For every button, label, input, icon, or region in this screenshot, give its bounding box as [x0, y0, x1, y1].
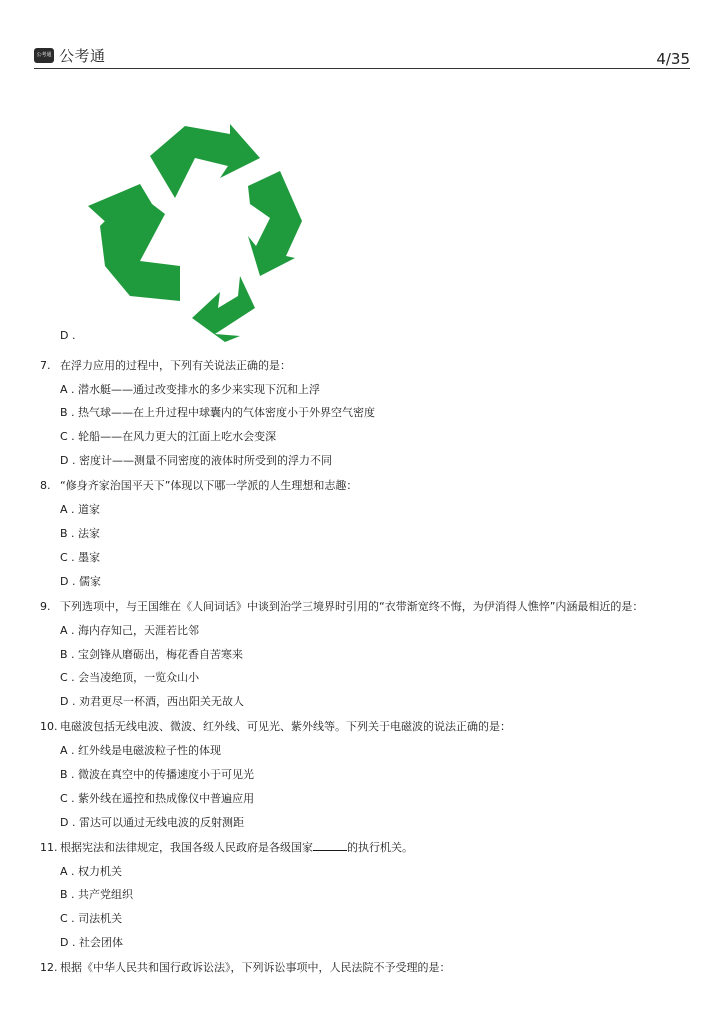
option-a: A . 潜水艇——通过改变排水的多少来实现下沉和上浮	[60, 383, 321, 396]
question-text	[60, 840, 413, 856]
question-text-after: 的执行机关。	[347, 841, 413, 854]
option-c: C . 轮船——在风力更大的江面上吃水会变深	[60, 430, 277, 443]
option-d: D . 社会团体	[60, 936, 123, 949]
option-b: B . 宝剑锋从磨砺出，梅花香自苦寒来	[60, 648, 244, 661]
question-text: 根据《中华人民共和国行政诉讼法》，下列诉讼事项中，人民法院不予受理的是：	[60, 961, 451, 974]
question-text-before: 根据宪法和法律规定，我国各级人民政府是各级国家	[60, 841, 313, 854]
recycle-arrow-right	[248, 171, 302, 276]
option-c: C . 司法机关	[60, 912, 123, 925]
question-number: 7.	[40, 359, 51, 372]
option-a: A . 道家	[60, 503, 101, 516]
logo	[34, 45, 106, 66]
question-text: 电磁波包括无线电波、微波、红外线、可见光、紫外线等。下列关于电磁波的说法正确的是：	[60, 720, 511, 733]
option-d: D . 雷达可以通过无线电波的反射测距	[60, 816, 244, 829]
fill-blank	[313, 840, 347, 851]
option-a: A . 权力机关	[60, 865, 123, 878]
option-b: B . 热气球——在上升过程中球囊内的气体密度小于外界空气密度	[60, 406, 376, 419]
question-number: 12.	[40, 961, 58, 974]
option-c: C . 紫外线在遥控和热成像仪中普遍应用	[60, 792, 255, 805]
question-number: 10.	[40, 720, 58, 733]
page-indicator: 4/35	[656, 50, 690, 68]
option-b: B . 法家	[60, 527, 101, 540]
option-b: B . 共产党组织	[60, 888, 134, 901]
option-c: C . 墨家	[60, 551, 101, 564]
question-text: 下列选项中，与王国维在《人间词话》中谈到治学三境界时引用的“衣带渐宽终不悔，为伊消得人憔悴”内涵最相近的是：	[60, 600, 644, 613]
question-number: 9.	[40, 600, 51, 613]
option-a: A . 海内存知己，天涯若比邻	[60, 624, 200, 637]
question-number: 11.	[40, 841, 58, 854]
recycle-arrow-bottom	[192, 276, 255, 342]
option-c: C . 会当凌绝顶，一览众山小	[60, 671, 200, 684]
option-d: D . 密度计——测量不同密度的液体时所受到的浮力不同	[60, 454, 332, 467]
option-label: D .	[60, 329, 76, 342]
logo-badge: 公考通	[34, 48, 54, 63]
option-d: D . 儒家	[60, 575, 101, 588]
question-number: 8.	[40, 479, 51, 492]
question-text: 在浮力应用的过程中，下列有关说法正确的是：	[60, 359, 291, 372]
option-a: A . 红外线是电磁波粒子性的体现	[60, 744, 222, 757]
recycle-arrow-top	[150, 124, 260, 198]
page-header	[34, 42, 690, 70]
option-d: D . 劝君更尽一杯酒，西出阳关无故人	[60, 695, 244, 708]
question-text: “修身齐家治国平天下”体现以下哪一学派的人生理想和志趣：	[60, 479, 358, 492]
recycle-icon	[80, 96, 330, 346]
option-b: B . 微波在真空中的传播速度小于可见光	[60, 768, 255, 781]
header-divider	[34, 68, 690, 69]
logo-text: 公考通	[59, 47, 106, 65]
